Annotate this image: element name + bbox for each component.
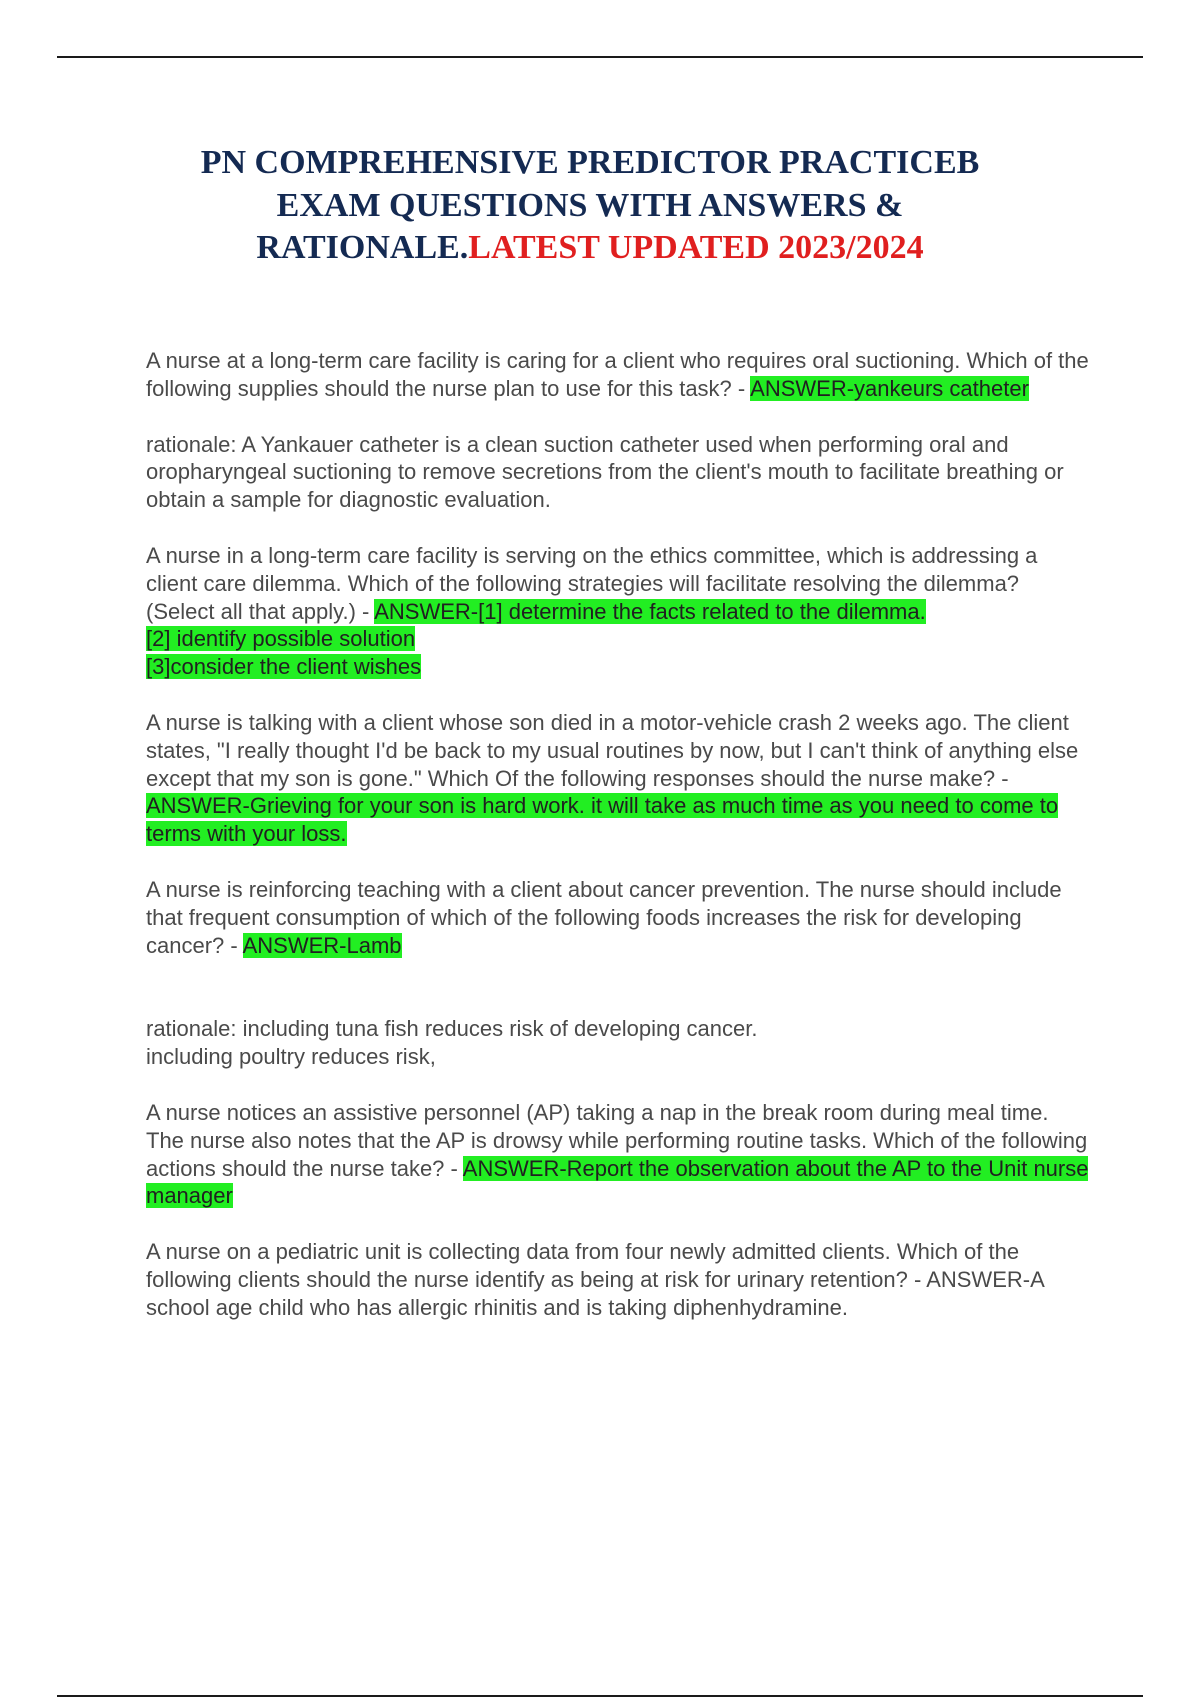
question-text: A nurse notices an assistive personnel (AP) taking a nap in the break room during meal time. The nurse also notes that the AP is drowsy while performing routine tasks. Which of the following actions should the nurse take? - [146, 1099, 1088, 1181]
question-text: A nurse in a long-term care facility is serving on the ethics committee, which is addressing a client care dilemma. Which of the following strategies will facilitate resolving the dilemma? (Select all that apply.) - [146, 542, 1038, 624]
answer-highlight: ANSWER-Lamb [242, 932, 402, 958]
question-text: A nurse on a pediatric unit is collecting data from four newly admitted clients. Which of the following clients should the nurse identify as being at risk for urinary retention? - ANSWER-A school age child who has allergic rhinitis and is taking diphenhydramine. [146, 1239, 1044, 1320]
question-text: A nurse is talking with a client whose son died in a motor-vehicle crash 2 weeks ago. The client states, "I really thought I'd be back to my usual routines by now, but I can't think of anything else except that my son is gone." Which Of the following responses should the nurse make? - [146, 709, 1079, 791]
answer-highlight: [2] identify possible solution [146, 626, 416, 652]
qa-content [146, 347, 1090, 1350]
answer-highlight: ANSWER-yankeurs catheter [750, 375, 1029, 401]
answer-highlight: ANSWER-[1] determine the facts related to the dilemma. [374, 598, 926, 624]
qa-block-1 [146, 347, 1090, 403]
answer-highlight: ANSWER-Grieving for your son is hard work. it will take as much time as you need to come to terms with your loss. [146, 793, 1059, 847]
qa-block-5 [146, 1099, 1090, 1210]
qa-block-2 [146, 542, 1090, 681]
question-text: A nurse at a long-term care facility is caring for a client who requires oral suctioning. Which of the following supplies should the nurse plan to use for this task? - [146, 348, 1089, 401]
top-rule [57, 56, 1143, 58]
rationale-block-2 [146, 1015, 1090, 1071]
document-title [0, 142, 1180, 270]
qa-block-3 [146, 709, 1090, 848]
rationale-block-1 [146, 431, 1090, 514]
qa-block-6 [146, 1238, 1090, 1321]
title-line-2: EXAM QUESTIONS WITH ANSWERS & [276, 186, 904, 224]
answer-highlight: [3]consider the client wishes [146, 654, 422, 680]
title-line-1: PN COMPREHENSIVE PREDICTOR PRACTICEB [200, 144, 980, 181]
rationale-text: including poultry reduces risk, [146, 1044, 436, 1070]
title-updated-highlight: LATEST UPDATED 2023/2024 [468, 229, 924, 266]
rationale-text: rationale: including tuna fish reduces risk of developing cancer. [146, 1016, 758, 1042]
qa-block-4 [146, 876, 1090, 959]
question-text: A nurse is reinforcing teaching with a client about cancer prevention. The nurse should include that frequent consumption of which of the following foods increases the risk for developing cancer? - [146, 876, 1062, 958]
rationale-text: rationale: A Yankauer catheter is a clean suction catheter used when performing oral and oropharyngeal suctioning to remove secretions from the client's mouth to facilitate breathing or obtain a sample for diagnostic evaluation. [146, 431, 1064, 513]
title-line-3: RATIONALE. [256, 229, 469, 266]
answer-highlight: ANSWER-Report the observation about the AP to the Unit nurse manager [146, 1155, 1089, 1209]
bottom-rule [57, 1695, 1143, 1697]
